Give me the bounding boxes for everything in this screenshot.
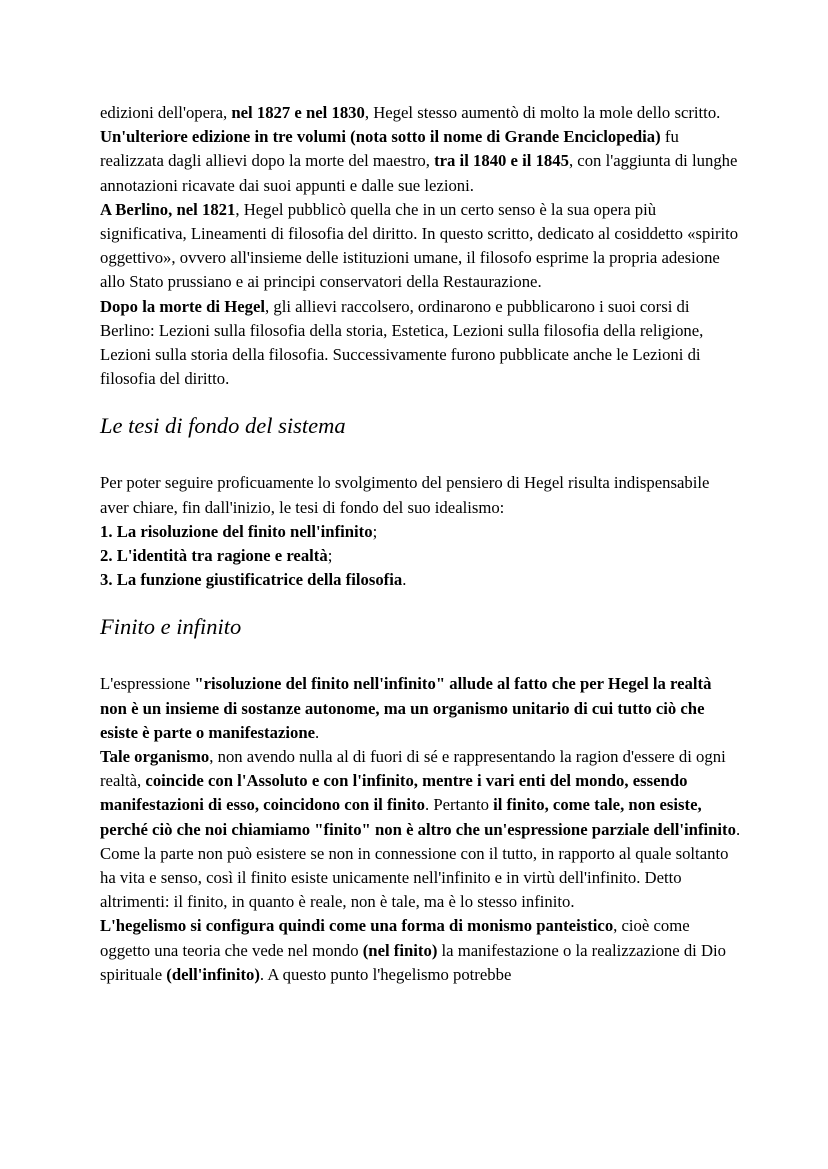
text-run: , gli allievi raccolsero, ordinarono e pubblicarono i suoi corsi di Berlino: Lezioni sulla filosofia della storia, Estetica, Lezioni sulla filosofia della religione, Lezioni sulla storia della filosofia. Successivamente furono pubblicate anche le Lezioni di filosofia del diritto.	[100, 296, 704, 389]
text-run: (nel finito)	[362, 940, 438, 960]
text-run: , Hegel pubblicò quella che in un certo senso è la sua opera più significativa, Lineamenti di filosofia del diritto. In questo scritto, dedicato al cosiddetto «spirito oggettivo», ovvero all'insieme delle istituzioni umane, il filosofo esprime la propria adesione allo Stato prussiano e ai principi conservatori della Restaurazione.	[100, 199, 739, 292]
section-heading: Finito e infinito	[100, 614, 242, 640]
text-run: . Pertanto	[424, 795, 494, 815]
text-run: edizioni dell'opera,	[100, 103, 232, 122]
text-run: "risoluzione del finito nell'infinito" allude al fatto che per Hegel la realtà non è un insieme di sostanze autonome, ma un organismo unitario di cui tutto ciò che esiste è parte o manifestazione	[100, 674, 712, 742]
document-content	[100, 101, 742, 987]
text-run: Un'ulteriore edizione in tre volumi (nota sotto il nome di Grande Enciclopedia)	[100, 127, 661, 147]
paragraph	[100, 568, 742, 592]
text-run: , non avendo nulla al di fuori di sé e rappresentando la ragion d'essere di ogni realtà,	[100, 747, 726, 791]
text-run: . A questo punto l'hegelismo potrebbe	[259, 964, 512, 984]
section-heading: Le tesi di fondo del sistema	[100, 413, 346, 439]
text-run: , con l'aggiunta di lunghe annotazioni ricavate dai suoi appunti e dalle sue lezioni.	[100, 151, 738, 195]
text-run: coincide con l'Assoluto e con l'infinito, mentre i vari enti del mondo, essendo manifestazioni di esso, coincidono con il finito	[100, 771, 688, 815]
paragraph	[100, 471, 742, 519]
paragraph	[100, 914, 742, 987]
text-run: .	[315, 722, 320, 742]
paragraph	[100, 101, 742, 125]
text-run: L'espressione	[100, 674, 195, 694]
text-run: Dopo la morte di Hegel	[100, 296, 265, 316]
paragraph	[100, 544, 742, 568]
text-run: la manifestazione o la realizzazione di Dio spirituale	[100, 940, 727, 984]
paragraph	[100, 295, 742, 392]
text-run: tra il 1840 e il 1845	[434, 151, 569, 171]
text-run: .	[402, 570, 407, 590]
text-run: ;	[372, 521, 378, 541]
paragraph	[100, 745, 742, 914]
text-run: 2. L'identità tra ragione e realtà	[100, 546, 328, 566]
text-run: ;	[327, 546, 333, 566]
text-run: Per poter seguire proficuamente lo svolgimento del pensiero di Hegel risulta indispensabile aver chiare, fin dall'inizio, le tesi di fondo del suo idealismo:	[100, 473, 710, 517]
text-run: , Hegel stesso aumentò di molto la mole dello scritto.	[364, 103, 721, 122]
text-run: 1. La risoluzione del finito nell'infinito	[100, 521, 373, 541]
text-run: . Come la parte non può esistere se non in connessione con il tutto, in rapporto al quale soltanto ha vita e senso, così il finito esiste unicamente nell'infinito e in virtù dell'infinito. Detto altrimenti: il finito, in quanto è reale, non è tale, ma è lo stesso infinito.	[100, 819, 741, 912]
text-run: il finito, come tale, non esiste, perché ciò che noi chiamiamo "finito" non è altro che un'espressione parziale dell'infinito	[100, 795, 736, 839]
text-run: L'hegelismo si configura quindi come una forma di monismo panteistico	[100, 916, 614, 936]
text-run: , cioè come oggetto una teoria che vede nel mondo	[100, 916, 690, 960]
text-run: A Berlino, nel 1821	[100, 199, 236, 219]
text-run: fu realizzata dagli allievi dopo la morte del maestro,	[100, 127, 679, 171]
paragraph	[100, 198, 742, 295]
text-run: nel 1827 e nel 1830	[231, 103, 365, 122]
text-run: (dell'infinito)	[166, 964, 260, 984]
text-run: 3. La funzione giustificatrice della filosofia	[100, 570, 403, 590]
text-run: Tale organismo	[100, 747, 210, 767]
paragraph	[100, 520, 742, 544]
paragraph	[100, 125, 742, 198]
paragraph	[100, 672, 742, 745]
